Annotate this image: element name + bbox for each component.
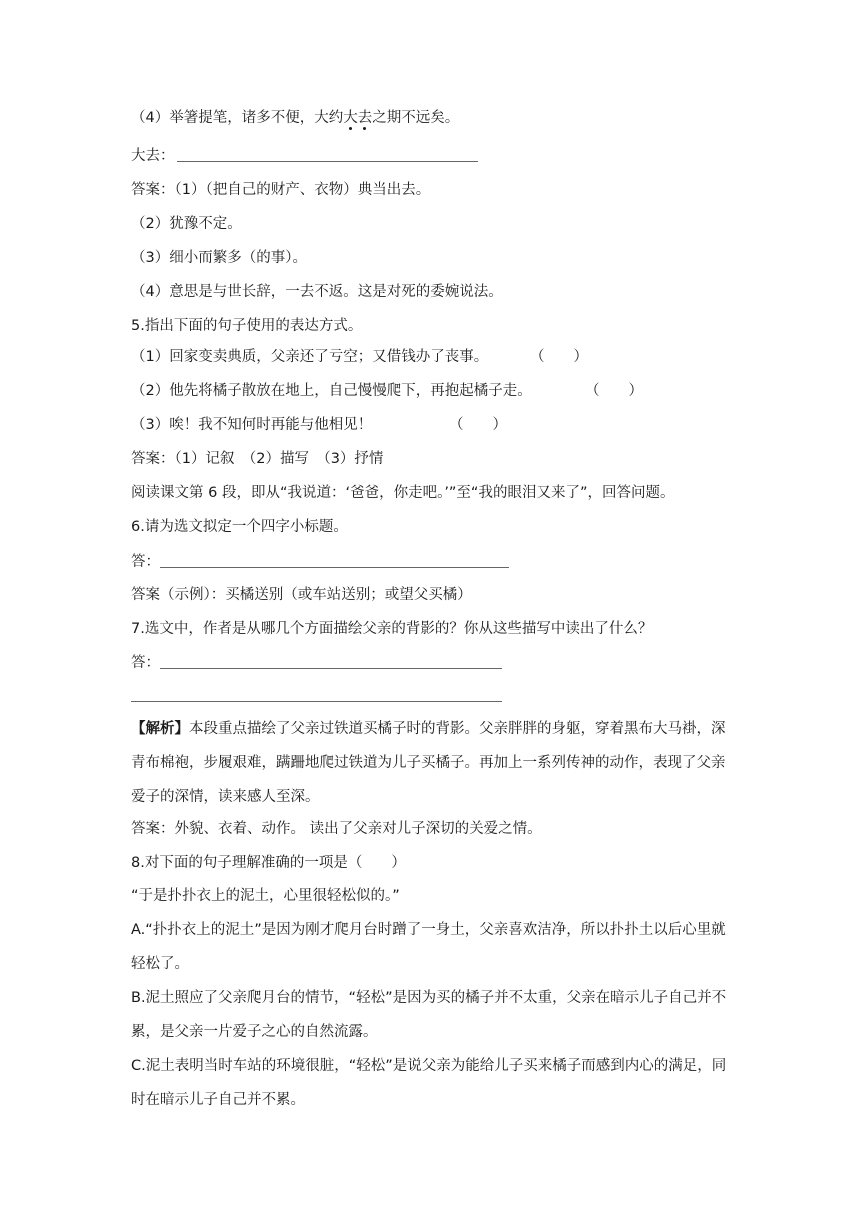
answer-line: 答案：（1）记叙 （2）描写 （3）抒情 [131, 451, 384, 467]
option-c[interactable]: C.泥土表明当时车站的环境很脏，“轻松”是说父亲为能给儿子买来橘子而感到内心的满足，同时在暗示儿子自己并不累。 [131, 1058, 727, 1108]
question-text: （4）举箸提笔，诸多不便，大约 [131, 110, 344, 126]
analysis-text: 本段重点描绘了父亲过铁道买橘子时的背影。父亲胖胖的身躯，穿着黑布大马褂，深青布棉袍，步履艰难，蹒跚地爬过铁道为儿子买橘子。再加上一系列传神的动作，表现了父亲爱子的深情，读来感人至深。 [131, 721, 726, 805]
answer-paren[interactable]: （ ） [449, 417, 507, 433]
answer-paren[interactable]: （ ） [585, 383, 643, 399]
question-text: 之期不远矣。 [372, 110, 460, 126]
emphasis-char: 去 [357, 110, 373, 126]
answer-line: 答案：外貌、衣着、动作。 读出了父亲对儿子深切的关爱之情。 [131, 821, 542, 837]
answer-line: （4）意思是与世长辞，一去不返。这是对死的委婉说法。 [131, 284, 503, 300]
question-7-title: 7.选文中，作者是从哪几个方面描绘父亲的背影的？你从这些描写中读出了什么？ [131, 621, 653, 637]
daqu-label: 大去： [131, 148, 175, 164]
answer-line: （2）犹豫不定。 [131, 216, 242, 232]
answer-blank-line[interactable] [131, 701, 502, 702]
question-8-title: 8.对下面的句子理解准确的一项是（ ） [131, 855, 406, 871]
answer-blank-line[interactable] [160, 668, 502, 669]
question-4-item-4 [131, 108, 459, 128]
reading-intro: 阅读课文第 6 段，即从“我说道：‘爸爸，你走吧。’”至“我的眼泪又来了”，回答问题。 [131, 485, 675, 501]
question-6-title: 6.请为选文拟定一个四字小标题。 [131, 519, 348, 535]
option-b[interactable]: B.泥土照应了父亲爬月台的情节，“轻松”是因为买的橘子并不太重，父亲在暗示儿子自己并不累，是父亲一片爱子之心的自然流露。 [131, 990, 727, 1040]
emphasis-char: 大 [343, 110, 358, 126]
answer-line: 答案（示例）：买橘送别（或车站送别；或望父买橘） [131, 587, 472, 603]
question-5-title: 5.指出下面的句子使用的表达方式。 [131, 318, 363, 334]
answer-blank-line[interactable] [177, 161, 478, 162]
question-5-item: （2）他先将橘子散放在地上，自己慢慢爬下，再抱起橘子走。 [131, 383, 532, 399]
answer-paren[interactable]: （ ） [530, 349, 588, 365]
answer-label: 答： [131, 655, 160, 671]
analysis-label: 【解析】 [131, 721, 189, 737]
answer-label: 答： [131, 554, 160, 570]
question-5-item: （1）回家变卖典质，父亲还了亏空；又借钱办了丧事。 [131, 349, 489, 365]
option-a[interactable]: A.“扑扑衣上的泥土”是因为刚才爬月台时蹭了一身土，父亲喜欢洁净，所以扑扑土以后心里就轻松了。 [131, 922, 726, 972]
answer-line: （3）细小而繁多（的事）。 [131, 250, 307, 266]
question-8-quote: “于是扑扑衣上的泥土，心里很轻松似的。” [131, 888, 400, 904]
answer-line: 答案：（1）（把自己的财产、衣物）典当出去。 [131, 182, 431, 198]
answer-blank-line[interactable] [160, 567, 509, 568]
question-5-item: （3）唉！我不知何时再能与他相见！ [131, 417, 373, 433]
analysis-block [131, 712, 731, 814]
